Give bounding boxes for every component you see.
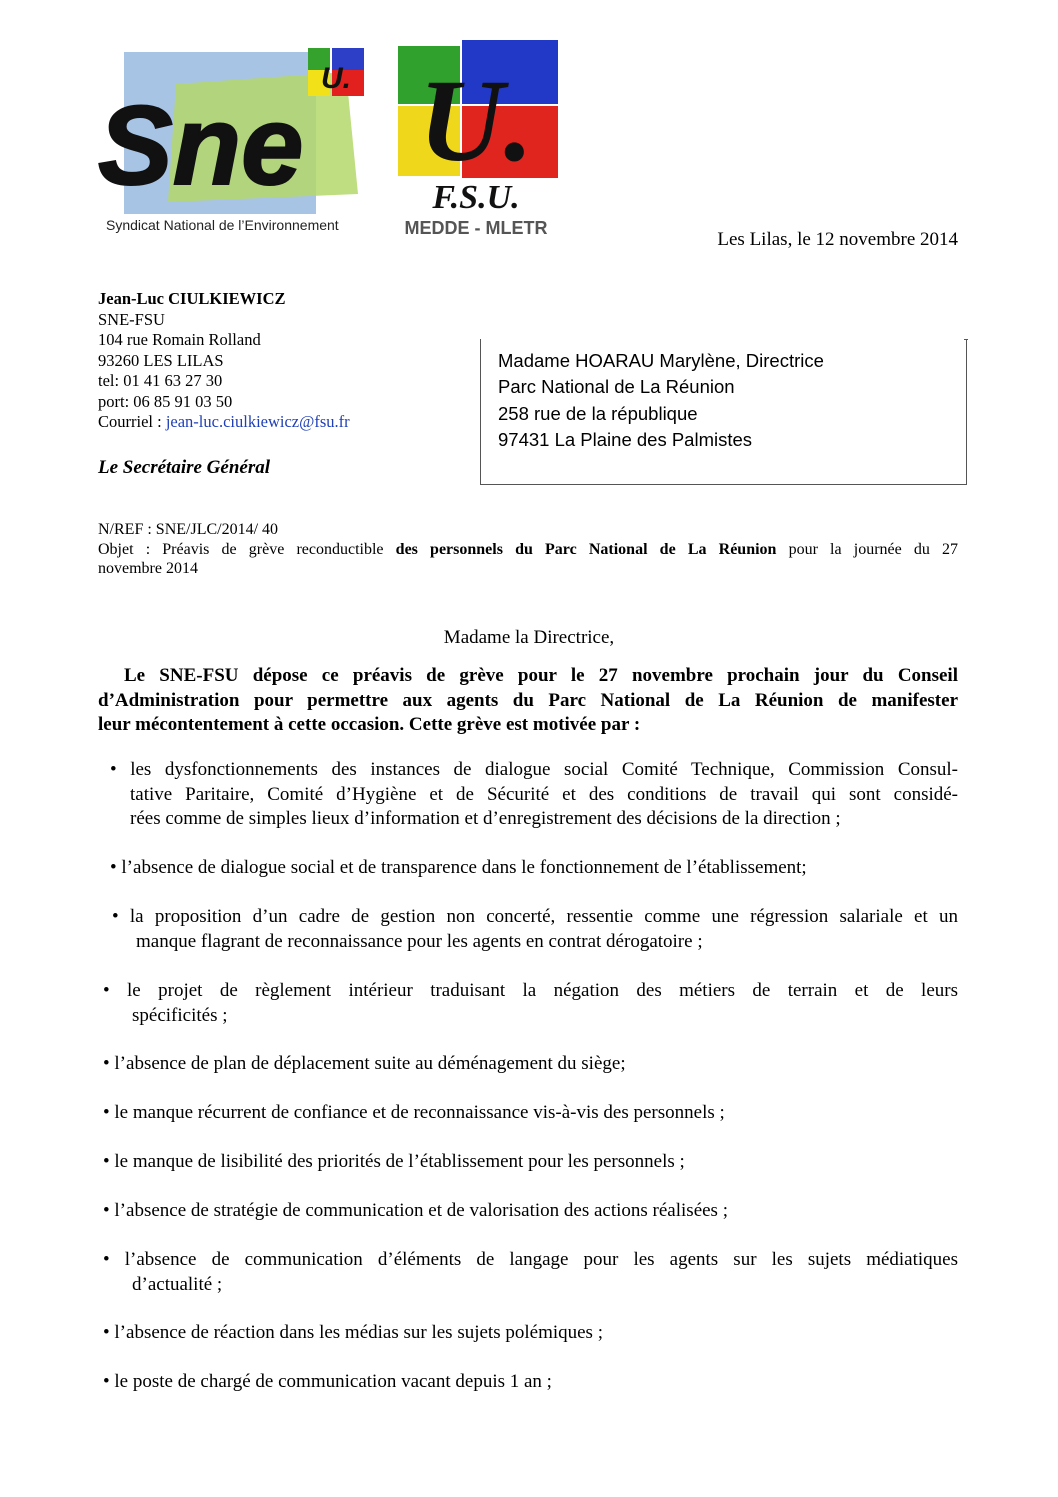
list-item-line: • le poste de chargé de communication vacant depuis 1 an ; — [103, 1371, 552, 1392]
salutation: Madame la Directrice, — [443, 627, 615, 648]
recipient-line-2: Parc National de La Réunion — [498, 376, 735, 398]
list-item — [103, 1101, 963, 1126]
sne-logo-u: U. — [321, 62, 351, 95]
list-item-line: • l’absence de dialogue social et de transparence dans le fonctionnement de l’établissement; — [110, 857, 807, 878]
list-item — [103, 1150, 963, 1175]
intro-line-2: d’Administration pour permettre aux agents du Parc National de La Réunion de manifester — [98, 689, 958, 711]
sender-mail-label: Courriel : — [98, 412, 166, 431]
list-item — [103, 1052, 963, 1077]
intro-line-1: Le SNE-FSU dépose ce préavis de grève pour le 27 novembre prochain jour du Conseil — [124, 665, 958, 686]
list-item-line: spécificités ; — [132, 1004, 228, 1026]
fsu-logo-text: F.S.U. — [432, 179, 520, 216]
fsu-logo — [394, 40, 564, 240]
list-item — [103, 1248, 958, 1297]
list-item — [110, 758, 958, 832]
list-item — [110, 856, 970, 881]
sender-port: port: 06 85 91 03 50 — [98, 391, 233, 411]
list-item-line: • l’absence de stratégie de communication et de valorisation des actions réalisées ; — [103, 1200, 728, 1221]
recipient-box — [480, 339, 967, 485]
fsu-logo-caption: MEDDE - MLETR — [404, 218, 548, 238]
recipient-line-3: 258 rue de la république — [498, 402, 698, 424]
sender-mail-link[interactable]: jean-luc.ciulkiewicz@fsu.fr — [165, 412, 350, 431]
intro-paragraph — [98, 664, 958, 738]
list-item-line: • les dysfonctionnements des instances de dialogue social Comité Technique, Commission Consul- — [110, 759, 958, 780]
subject — [98, 540, 958, 578]
sender-mail-row — [98, 412, 350, 433]
sender-role: Le Secrétaire Général — [98, 457, 271, 478]
sne-logo-text: Sne — [98, 83, 304, 208]
list-item-line: rées comme de simples lieux d’information et d’enregistrement des décisions de la direction ; — [130, 808, 841, 829]
subject-bold: des personnels du Parc National de La Réunion — [395, 541, 777, 558]
fsu-logo-u: U. — [418, 55, 534, 186]
reference: N/REF : SNE/JLC/2014/ 40 — [98, 521, 279, 538]
recipient-box-corner — [964, 339, 968, 340]
list-item-line: d’actualité ; — [132, 1273, 223, 1295]
sender-org: SNE-FSU — [98, 309, 165, 329]
subject-line-1 — [98, 540, 958, 559]
sender-street: 104 rue Romain Rolland — [98, 330, 261, 349]
list-item-line: • l’absence de plan de déplacement suite au déménagement du siège; — [103, 1053, 626, 1074]
sne-logo-caption: Syndicat National de l’Environnement — [106, 217, 339, 233]
recipient-line-1: Madame HOARAU Marylène, Directrice — [498, 350, 824, 371]
list-item-line: • l’absence de communication d’éléments de langage pour les agents sur les sujets médiatiques — [103, 1249, 958, 1270]
list-item — [103, 979, 958, 1028]
sne-logo — [96, 44, 378, 240]
subject-line-2: novembre 2014 — [98, 560, 198, 577]
list-item-line: • l’absence de réaction dans les médias sur les sujets polémiques ; — [103, 1322, 603, 1343]
recipient-line-4: 97431 La Plaine des Palmistes — [498, 428, 753, 450]
sender-city: 93260 LES LILAS — [98, 350, 224, 370]
list-item-line: tative Paritaire, Comité d’Hygiène et de Sécurité et des conditions de travail qui sont considé- — [130, 783, 958, 805]
list-item — [103, 1321, 963, 1346]
list-item-line: • le manque récurrent de confiance et de reconnaissance vis-à-vis des personnels ; — [103, 1102, 725, 1123]
list-item-line: • la proposition d’un cadre de gestion non concerté, ressentie comme une régression salariale et un — [112, 906, 958, 927]
letter-date: Les Lilas, le 12 novembre 2014 — [717, 229, 958, 250]
list-item — [103, 1199, 963, 1224]
intro-line-3: leur mécontentement à cette occasion. Cette grève est motivée par : — [98, 714, 641, 735]
sender-name: Jean-Luc CIULKIEWICZ — [98, 289, 286, 308]
sender-block — [98, 289, 350, 433]
sender-tel: tel: 01 41 63 27 30 — [98, 371, 223, 390]
list-item-line: manque flagrant de reconnaissance pour les agents en contrat dérogatoire ; — [136, 930, 703, 952]
list-item-line: • le manque de lisibilité des priorités de l’établissement pour les personnels ; — [103, 1151, 685, 1172]
list-item-line: • le projet de règlement intérieur traduisant la négation des métiers de terrain et de leurs — [103, 980, 958, 1001]
subject-rest: pour la journée du 27 — [776, 541, 959, 558]
subject-label: Objet : Préavis de grève reconductible — [98, 541, 396, 558]
list-item — [112, 905, 958, 954]
list-item — [103, 1370, 963, 1395]
